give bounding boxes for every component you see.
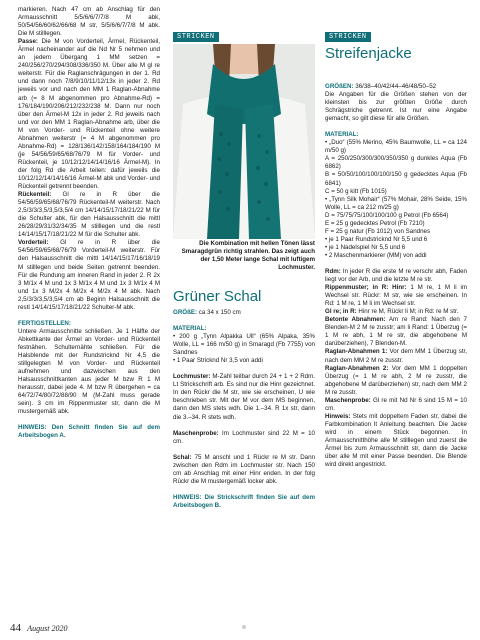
issue-date: August 2020 [27, 624, 68, 633]
page-number: 44 [10, 622, 21, 634]
text-paragraph: Lochmuster: M-Zahl teilbar durch 24 + 1 + 2 Rdm. Lt Strickschrift arb. Es sind nur die Hinr gezeichnet. In den Rückr die M str, wie sie erscheinen, U wie beschrieben str. Mit der M vor dem MS beginnen, dann den MS stets wdh. Die 1.–34. R 1x str, dann die 3.–34. R stets wdh. [173, 373, 315, 421]
text-paragraph: GRÖßE: ca 34 x 150 cm [173, 309, 241, 316]
photo-caption: Die Kombination mit hellen Tönen lässt Smaragdgrün richtig strahlen. Das zeigt auch der 1,50 Meter lange Schal mit luftigem Lochmuster. [181, 240, 315, 271]
list-item: • 1 Paar Stricknd Nr 3,5 von addi [173, 357, 263, 365]
list-item: • „Duo“ (55% Merino, 45% Baumwolle, LL = ca 124 m/50 g) [325, 139, 467, 155]
section-tag: STRICKEN [325, 32, 371, 42]
text-paragraph: Untere Armausschnitte schließen. Je 1 Hälfte der Abkettkante der Ärmel an Vorder- und Rückenteil festnähen. Schulternähte schließen. Für die Halsblende mit der Rundstricknd Nr 4,5 die stillgelegten M von Vorder- und Rückenteil aufnehmen und dazwischen aus den Halsausschnittkanten aus jeder M bzw R 1 M herausstr, dabei jede 4. M bzw R übergehen = ca 64/72/74/80/72/88/90 M (M-Zahl muss gerade sein). 3 cm im Rippenmuster str, dann die M mustergemäß abk. [18, 327, 160, 416]
list-item: E = 25 g gedecktes Petrol (Fb 7210) [325, 219, 425, 227]
column-middle [173, 285, 315, 510]
text-paragraph: Maschenprobe: Im Lochmuster sind 22 M = 10 cm. [173, 429, 315, 445]
text-paragraph: markieren. Nach 47 cm ab Anschlag für den Armausschnitt 5/5/6/6/7/7/8 M abk, 50/54/56/60/62/66/68 M str, 5/5/6/6/7/7/8 M abk. Die M stilllegen. [18, 6, 160, 38]
text-paragraph: Gl re; in R: Hinr re M, Rückr li M; in Rd: re M str. [325, 308, 459, 316]
article-title: Streifenjacke [325, 45, 412, 63]
column-right-header [325, 0, 467, 66]
section-tag: STRICKEN [173, 32, 219, 42]
text-paragraph: Die Angaben für die Größen stehen von der kleinsten bis zur größten Größe durch Schrägstriche getrennt. Ist nur eine Angabe gemacht, so gilt diese für alle Größen. [325, 91, 467, 123]
column-left [18, 6, 160, 440]
text-paragraph: Hinweis: Stets mit doppeltem Faden str, dabei die Farbkombination lt Anleitung beachten. Die Jacke wird in einem Stück begonnen. In Armausschnitthöhe alle M stilllegen und zuerst die Ärmel bis zum Armausschnitt str, dann die Jacke über alle M mit einer Passe beenden. Die Blende wird direkt angestrickt. [325, 412, 467, 469]
article-title: Grüner Schal [173, 288, 262, 305]
list-item: C = 50 g kitt (Fb 1015) [325, 187, 387, 195]
text-paragraph: Rippenmuster; in R: Hinr: 1 M re, 1 M li im Wechsel str. Rückr: M str, wie sie erscheinen. In Rd: 1 M re, 1 M li im Wechsel str. [325, 284, 467, 308]
list-item: • je 1 Nadelspiel Nr 5,5 und 6 [325, 243, 406, 251]
text-paragraph: Raglan-Abnahmen 1: Vor dem MM 1 Überzug str, nach dem MM 2 M re zusstr. [325, 348, 467, 364]
text-paragraph: Raglan-Abnahmen 2: Vor dem MM 1 doppelten Überzug (= 1 M re abh, 2 M re zusstr, die abgehobene M darüberziehen) str, nach dem MM 2 M re zusstr. [325, 364, 467, 396]
scarf-photo [173, 44, 315, 239]
column-right [325, 83, 467, 469]
scarf-illustration [173, 44, 315, 239]
page-dot-icon [242, 625, 246, 629]
hinweis-note: HINWEIS: Den Schnitt finden Sie auf dem Arbeitsbogen A. [18, 424, 160, 440]
list-item: F = 25 g natur (Fb 1012) von Sandnes [325, 227, 431, 235]
section-heading: MATERIAL: [173, 325, 207, 333]
list-item: • „Tynn Silk Mohair“ (57% Mohair, 28% Seide, 15% Wolle, LL = ca 212 m/25 g) [325, 195, 467, 211]
column-middle-header [173, 0, 315, 42]
section-heading: MATERIAL: [325, 131, 359, 139]
list-item: B = 50/50/100/100/100/150 g gedecktes Aqua (Fb 6841) [325, 171, 467, 187]
list-item: • 200 g „Tynn Alpakka Ull“ (65% Alpaka, 35% Wolle, LL = 166 m/50 g) in Smaragd (Fb 7755) von Sandnes [173, 333, 315, 357]
list-item: D = 75/75/75/100/100/100 g Petrol (Fb 6564) [325, 211, 449, 219]
text-paragraph: GRÖßEN: 36/38–40/42/44–46/48/50–52 [325, 83, 437, 90]
text-paragraph: Passe: Die M von Vorderteil, Ärmel, Rückenteil, Ärmel nacheinander auf die Nd Nr 5 nehmen und an jedem Übergang 1 MM setzen = 240/256/270/294/308/336/350 M. Über alle M gl re weiterstr. Für die Raglanschrägungen in der 1. Rd und dann noch 7/8/9/10/11/12/13x in jeder 2. Rd jeweils vor und nach den MM 1 Raglan-Abnahme arb (= 8 M abgenommen pro Abnahme-Rd) = 176/184/190/206/212/232/238 M. Dann nur noch über den Ärmel-M 12x in jeder 2. Rd jeweils nach und vor den MM 1 Raglan-Abnahme arb, über die M von Vorder- und Rückenteil ohne weitere Abnahmen weiterstr (= 4 M abgenommen pro Abnahme-Rd) = 128/136/142/158/164/184/190 M (je 54/56/59/65/68/76/79 M für Vorder- und Rückenteil, je 10/12/12/14/14/16/16 Ärmel-M). In der folg Rd die Arbeit teilen: dafür jeweils die 10/12/12/14/14/16/16 Ärmel-M abk und Vorder- und Rückenteil getrennt beenden. [18, 38, 160, 191]
text-paragraph: Schal: 75 M anschl und 1 Rückr re M str. Dann zwischen den Rdm im Lochmuster str. Nach 150 cm ab Anschlag mit einer Hinr enden. In der folg Rückr die M mustergemäß locker abk. [173, 453, 315, 485]
hinweis-note: HINWEIS: Die Strickschrift finden Sie auf dem Arbeitsbogen B. [173, 493, 315, 509]
text-paragraph: Rdm: In jeder R die erste M re verschr abh, Faden liegt vor der Arb, und die letzte M re str. [325, 267, 467, 284]
section-heading: FERTIGSTELLEN: [18, 319, 71, 327]
list-item: • 2 Maschenmarkierer (MM) von addi [325, 251, 427, 259]
text-paragraph: Rückenteil: Gl re in R über die 54/56/59/65/68/76/79 Rückenteil-M weiterstr. Nach 2,5/3/3/3,5/3,5/3,5/4 cm 14/14/15/17/18/21/22 M für die Schulter abk, für den Halsausschnitt die mittl 26/28/29/31/32/34/35 M stilllegen und die restl 14/14/15/17/18/21/22 M für die Schulter abk. [18, 191, 160, 239]
list-item: A = 250/250/300/300/350/350 g dunkles Aqua (Fb 6862) [325, 155, 467, 171]
text-paragraph: Betonte Abnahmen: Am re Rand: Nach den 7 Blenden-M 2 M re zusstr; am li Rand: 1 Überzug (= 1 M re abh, 1 M re str, die abgehobene M darüberziehen), 7 Blenden-M. [325, 316, 467, 348]
text-paragraph: Vorderteil: Gl re in R über die 54/56/59/65/68/76/79 Vorderteil-M weiterstr. Für den Halsausschnitt die mittl 14/14/15/17/16/18/19 M stilllegen und beide Seiten getrennt beenden. Für die Rundung am inneren Rand in jeder 2. R 2x 3 M/1x 4 M und 1x 3 M/1x 4 M und 1x 3 M/1x 4 M und 1x 3 M/2x 4 M/2x 4 M/2x 4 M abk. Nach 2,5/3/3/3,5/3,5/4 cm ab Beginn Halsausschnitt die restl 14/14/15/17/18/21/22 Schulter-M abk. [18, 239, 160, 311]
text-paragraph: Maschenprobe: Gl re mit Nd Nr 6 sind 15 M = 10 cm. [325, 396, 467, 412]
page-footer [10, 622, 67, 634]
list-item: • je 1 Paar Rundstricknd Nr 5,5 und 6 [325, 235, 428, 243]
